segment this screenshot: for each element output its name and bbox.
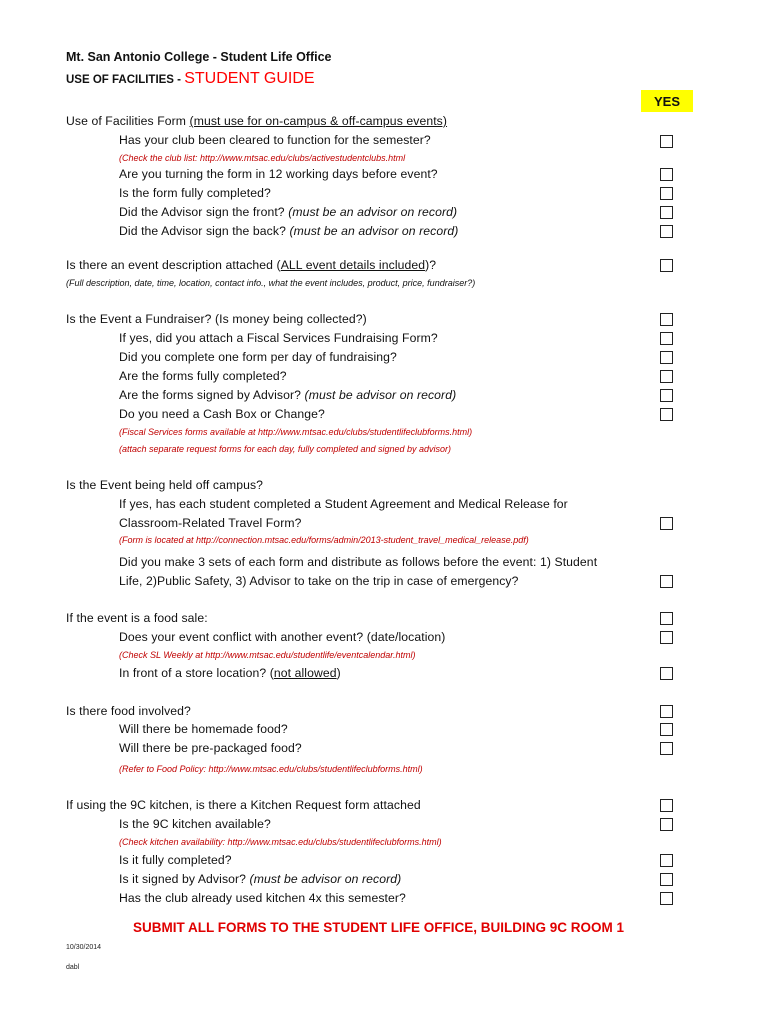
- q-forms-completed: Are the forms fully completed?: [119, 369, 287, 383]
- guide-title-highlight: STUDENT GUIDE: [184, 70, 315, 87]
- q-student-agreement-line1: If yes, has each student completed a Student Agreement and Medical Release for: [119, 497, 568, 511]
- yes-column-header: YES: [641, 90, 693, 112]
- q-form-completed: Is the form fully completed?: [119, 186, 271, 200]
- q-forms-signed: [119, 388, 456, 402]
- q-form-per-day: Did you complete one form per day of fundraising?: [119, 350, 397, 364]
- q-event-description-underlined: ALL event details included: [280, 258, 426, 272]
- q-event-description-b: )?: [425, 258, 437, 272]
- college-title: Mt. San Antonio College - Student Life Office: [66, 50, 332, 64]
- note-food-policy: (Refer to Food Policy: http://www.mtsac.edu/clubs/studentlifeclubforms.html): [119, 764, 423, 774]
- note-travel-form: (Form is located at http://connection.mtsac.edu/forms/admin/2013-student_travel_medical_release.pdf): [119, 535, 529, 545]
- q-three-sets-line1: Did you make 3 sets of each form and distribute as follows before the event: 1) Student: [119, 555, 598, 569]
- q-event-description: [66, 258, 436, 272]
- q-three-sets-line2: Life, 2)Public Safety, 3) Advisor to take on the trip in case of emergency?: [119, 574, 519, 588]
- note-kitchen-availability: (Check kitchen availability: http://www.mtsac.edu/clubs/studentlifeclubforms.html): [119, 837, 442, 847]
- q-advisor-back-note: (must be an advisor on record): [289, 224, 459, 238]
- checkbox-club-cleared[interactable]: [660, 135, 673, 148]
- q-advisor-front-text: Did the Advisor sign the front?: [119, 205, 289, 219]
- checkbox-fundraiser[interactable]: [660, 313, 673, 326]
- fundraiser-heading: Is the Event a Fundraiser? (Is money being collected?): [66, 312, 367, 326]
- q-advisor-back: [119, 224, 458, 238]
- checkbox-form-completed[interactable]: [660, 187, 673, 200]
- checkbox-fiscal-form[interactable]: [660, 332, 673, 345]
- off-campus-heading: Is the Event being held off campus?: [66, 478, 264, 492]
- checkbox-kitchen-signed[interactable]: [660, 873, 673, 886]
- checkbox-prepackaged-food[interactable]: [660, 742, 673, 755]
- guide-title-prefix: USE OF FACILITIES -: [66, 74, 185, 86]
- checkbox-event-description[interactable]: [660, 259, 673, 272]
- q-advisor-front: [119, 205, 457, 219]
- checkbox-kitchen-available[interactable]: [660, 818, 673, 831]
- checkbox-event-conflict[interactable]: [660, 631, 673, 644]
- q-kitchen-signed-text: Is it signed by Advisor?: [119, 872, 250, 886]
- note-club-list: (Check the club list: http://www.mtsac.edu/clubs/activestudentclubs.html: [119, 153, 406, 163]
- q-kitchen-used: Has the club already used kitchen 4x this semester?: [119, 891, 406, 905]
- submit-instruction: SUBMIT ALL FORMS TO THE STUDENT LIFE OFFICE, BUILDING 9C ROOM 1: [133, 920, 625, 935]
- checkbox-homemade-food[interactable]: [660, 723, 673, 736]
- checkbox-form-per-day[interactable]: [660, 351, 673, 364]
- q-kitchen-available: Is the 9C kitchen available?: [119, 817, 271, 831]
- note-separate-forms: (attach separate request forms for each day, fully completed and signed by advisor): [119, 444, 452, 454]
- q-kitchen-completed: Is it fully completed?: [119, 853, 232, 867]
- footer-date: 10/30/2014: [66, 944, 102, 951]
- q-store-location-underlined: not allowed: [273, 666, 337, 680]
- q-kitchen-signed: [119, 872, 401, 886]
- checkbox-food-sale[interactable]: [660, 612, 673, 625]
- q-fiscal-form: If yes, did you attach a Fiscal Services Fundraising Form?: [119, 331, 438, 345]
- checkbox-three-sets[interactable]: [660, 575, 673, 588]
- q-twelve-days: Are you turning the form in 12 working days before event?: [119, 167, 438, 181]
- checkbox-kitchen-request[interactable]: [660, 799, 673, 812]
- checkbox-kitchen-used[interactable]: [660, 892, 673, 905]
- q-store-location: [119, 666, 341, 680]
- checkbox-food-involved[interactable]: [660, 705, 673, 718]
- q-club-cleared: Has your club been cleared to function for the semester?: [119, 133, 431, 147]
- q-prepackaged-food: Will there be pre-packaged food?: [119, 741, 302, 755]
- facilities-form-heading: [66, 114, 447, 128]
- note-fiscal-forms: (Fiscal Services forms available at http://www.mtsac.edu/clubs/studentlifeclubforms.html): [119, 427, 473, 437]
- q-cash-box: Do you need a Cash Box or Change?: [119, 407, 325, 421]
- guide-title: [66, 70, 315, 88]
- checkbox-student-agreement[interactable]: [660, 517, 673, 530]
- checkbox-advisor-front[interactable]: [660, 206, 673, 219]
- q-advisor-back-text: Did the Advisor sign the back?: [119, 224, 290, 238]
- footer-initials: dabl: [66, 964, 80, 971]
- facilities-form-heading-text: Use of Facilities Form: [66, 114, 190, 128]
- q-advisor-front-note: (must be an advisor on record): [288, 205, 458, 219]
- q-homemade-food: Will there be homemade food?: [119, 722, 288, 736]
- facilities-form-heading-underlined: (must use for on-campus & off-campus events): [189, 114, 448, 128]
- q-forms-signed-note: (must be advisor on record): [304, 388, 457, 402]
- q-store-location-a: In front of a store location? (: [119, 666, 274, 680]
- checkbox-kitchen-completed[interactable]: [660, 854, 673, 867]
- checkbox-advisor-back[interactable]: [660, 225, 673, 238]
- q-kitchen-signed-note: (must be advisor on record): [249, 872, 402, 886]
- food-sale-heading: If the event is a food sale:: [66, 611, 208, 625]
- food-involved-heading: Is there food involved?: [66, 704, 191, 718]
- note-full-description: (Full description, date, time, location, contact info., what the event includes, product, price, fundraiser?): [66, 278, 476, 288]
- q-event-conflict: Does your event conflict with another event? (date/location): [119, 630, 446, 644]
- q-event-description-a: Is there an event description attached (: [66, 258, 281, 272]
- q-student-agreement-line2: Classroom-Related Travel Form?: [119, 516, 302, 530]
- checkbox-cash-box[interactable]: [660, 408, 673, 421]
- q-store-location-b: ): [336, 666, 341, 680]
- note-sl-weekly: (Check SL Weekly at http://www.mtsac.edu/studentlife/eventcalendar.html): [119, 650, 416, 660]
- kitchen-heading: If using the 9C kitchen, is there a Kitchen Request form attached: [66, 798, 421, 812]
- checkbox-forms-signed[interactable]: [660, 389, 673, 402]
- checkbox-twelve-days[interactable]: [660, 168, 673, 181]
- q-forms-signed-text: Are the forms signed by Advisor?: [119, 388, 305, 402]
- checkbox-forms-completed[interactable]: [660, 370, 673, 383]
- checkbox-store-location[interactable]: [660, 667, 673, 680]
